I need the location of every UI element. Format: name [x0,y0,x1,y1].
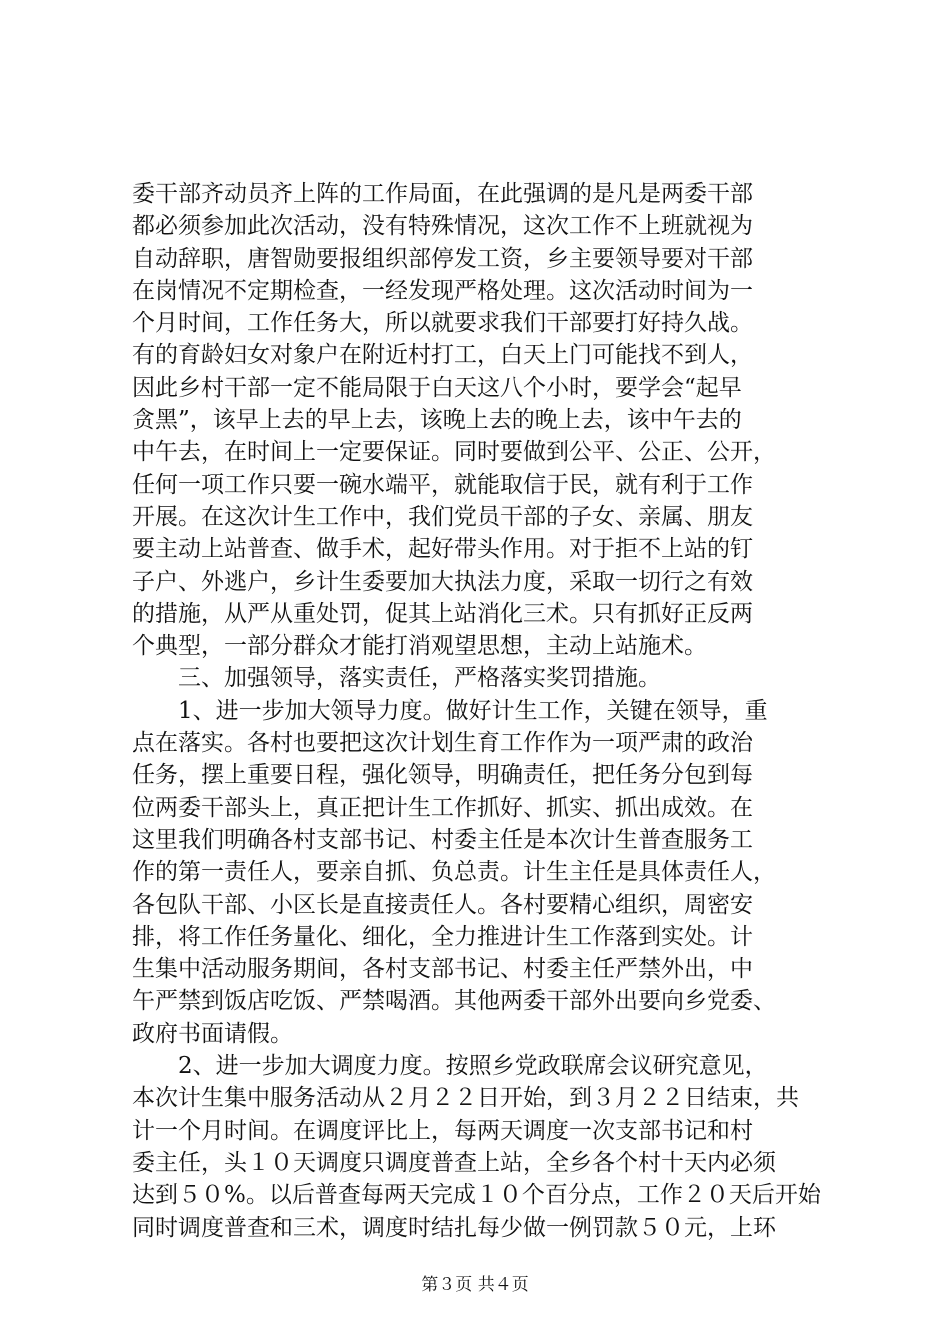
text-line: 2、进一步加大调度力度。按照乡党政联席会议研究意见， [178,1053,768,1080]
text-line: 中午去，在时间上一定要保证。同时要做到公平、公正、公开， [132,439,776,466]
text-line: 在岗情况不定期检查，一经发现严格处理。这次活动时间为一 [132,277,753,304]
text-line: 委干部齐动员齐上阵的工作局面，在此强调的是凡是两委干部 [132,181,753,207]
body-text [132,178,832,1244]
text-line: 达到５０%。以后普查每两天完成１０个百分点，工作２０天后开始 [132,1182,821,1209]
text-line: 的措施，从严从重处罚，促其上站消化三术。只有抓好正反两 [132,600,753,627]
text-line: 午严禁到饭店吃饭、严禁喝酒。其他两委干部外出要向乡党委、 [132,988,776,1015]
text-line: 任务，摆上重要日程，强化领导，明确责任，把任务分包到每 [132,762,753,789]
text-line: 作的第一责任人，要亲自抓、负总责。计生主任是具体责任人， [132,859,776,886]
text-line: 生集中活动服务期间，各村支部书记、村委主任严禁外出，中 [132,956,753,983]
text-line: 委主任，头１０天调度只调度普查上站，全乡各个村十天内必须 [132,1149,776,1176]
text-line: 点在落实。各村也要把这次计划生育工作作为一项严肃的政治 [132,730,753,757]
text-line: 开展。在这次计生工作中，我们党员干部的子女、亲属、朋友 [132,503,753,530]
section-heading: 三、加强领导，落实责任，严格落实奖罚措施。 [178,665,661,692]
text-line: 1、进一步加大领导力度。做好计生工作，关键在领导，重 [178,697,768,724]
text-line: 要主动上站普查、做手术，起好带头作用。对于拒不上站的钉 [132,536,753,563]
text-line: 贪黑”，该早上去的早上去，该晚上去的晚上去，该中午去的 [132,407,742,434]
text-line: 排，将工作任务量化、细化，全力推进计生工作落到实处。计 [132,923,753,950]
text-line: 这里我们明确各村支部书记、村委主任是本次计生普查服务工 [132,826,753,853]
text-line: 个典型，一部分群众才能打消观望思想，主动上站施术。 [132,633,707,660]
text-line: 自动辞职，唐智勋要报组织部停发工资，乡主要领导要对干部 [132,245,753,272]
text-line: 各包队干部、小区长是直接责任人。各村要精心组织，周密安 [132,891,753,918]
text-line: 有的育龄妇女对象户在附近村打工，白天上门可能找不到人， [132,342,753,369]
text-line: 任何一项工作只要一碗水端平，就能取信于民，就有利于工作 [132,471,753,498]
text-line: 政府书面请假。 [132,1020,293,1047]
text-line: 都必须参加此次活动，没有特殊情况，这次工作不上班就视为 [132,213,753,240]
text-line: 子户、外逃户，乡计生委要加大执法力度，采取一切行之有效 [132,568,753,595]
text-line: 同时调度普查和三术，调度时结扎每少做一例罚款５０元，上环 [132,1214,776,1241]
text-line: 位两委干部头上，真正把计生工作抓好、抓实、抓出成效。在 [132,794,753,821]
page-number-footer: 第３页 共４页 [421,1275,529,1295]
text-line: 个月时间，工作任务大，所以就要求我们干部要打好持久战。 [132,310,753,337]
text-line: 因此乡村干部一定不能局限于白天这八个小时，要学会“起早 [132,374,742,401]
text-line: 本次计生集中服务活动从２月２２日开始，到３月２２日结束，共 [132,1085,799,1112]
text-line: 计一个月时间。在调度评比上，每两天调度一次支部书记和村 [132,1117,753,1144]
